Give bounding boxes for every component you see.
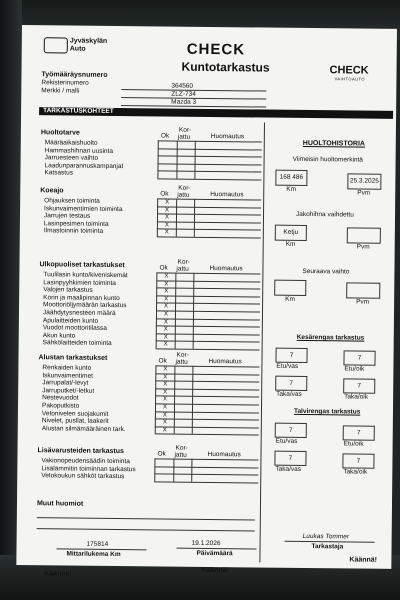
belt-pvm-label: Pvm <box>356 243 370 251</box>
winter-tire-title: Talvirengas tarkastus <box>293 407 361 416</box>
section-banner: TARKASTUSKOHTEET <box>39 107 393 119</box>
korjattu-cell <box>176 199 195 207</box>
belt-title: Jakohihna vaihdettu <box>295 210 354 219</box>
checklist-item-label: Jäähdytysnesteen määrä <box>42 309 116 317</box>
checklist-row <box>155 426 259 436</box>
col-header-korjattu-2: jattu <box>177 191 190 199</box>
ok-cell: X <box>156 272 176 280</box>
winter-fl-box: 7 <box>275 423 307 438</box>
check-logo: CHECK <box>186 40 246 59</box>
checklist-item-label: Moottoriöljymäärän tarkastus <box>43 301 127 310</box>
next-change-title: Seuraava vaihto <box>302 267 350 276</box>
checklist-item-label: Apulaitteiden kunto <box>42 316 99 325</box>
next-date-box <box>346 282 380 298</box>
col-header-huomautus: Huomautus <box>208 357 242 366</box>
notes-title: Muut huomiot <box>36 500 84 508</box>
turn-over-mid: Käännä! <box>201 566 229 575</box>
check-tagline: VAIHTOAUTO <box>334 76 366 82</box>
section-title: Huoltotarve <box>40 129 80 137</box>
korjattu-cell <box>173 466 192 474</box>
last-service-label: Viimeisin huoltomerkintä <box>292 155 363 164</box>
inspector-signature: Luukas Tommer <box>302 532 350 541</box>
col-header-ok: Ok <box>159 264 168 272</box>
col-header-korjattu: Kor- <box>177 258 190 266</box>
ok-cell: X <box>156 310 176 318</box>
korjattu-cell <box>176 214 195 222</box>
ok-cell: X <box>155 411 175 419</box>
checklist-item-label: Korin ja maalipinnan kunto <box>43 294 120 302</box>
korjattu-cell <box>174 388 193 396</box>
belt-km-box: Ketju <box>275 225 307 241</box>
checklist-item-label: Laadunparannuskampanjat <box>44 162 124 170</box>
reg-value: ZLZ-734 <box>171 90 196 98</box>
ok-cell: X <box>156 288 176 296</box>
mileage-label: Mittarilukema Km <box>66 550 121 559</box>
turn-over-right: Käännä! <box>349 556 378 564</box>
ok-cell: X <box>156 295 176 303</box>
model-value: Mazda 3 <box>171 98 197 106</box>
summer-fl-label: Etu/vas <box>276 362 299 370</box>
summer-rr-label: Taka/oik <box>344 393 369 401</box>
korjattu-cell <box>175 273 194 281</box>
korjattu-cell <box>174 404 193 412</box>
ok-cell: X <box>155 381 175 389</box>
ok-cell: X <box>157 206 177 214</box>
checklist-item-label: Jarruputket/-letkut <box>42 387 95 395</box>
history-title: HUOLTOHISTORIA <box>302 139 366 148</box>
section-title: Ulkopuoliset tarkastukset <box>39 261 125 270</box>
checklist-item-label: Pakoputkisto <box>41 402 80 410</box>
korjattu-cell <box>173 474 192 482</box>
col-header-korjattu-2: jattu <box>174 451 187 459</box>
col-header-huomautus: Huomautus <box>207 450 241 459</box>
next-pvm-label: Pvm <box>356 298 370 306</box>
checklist-item-label: Hammashihnan uusinta <box>44 146 114 155</box>
ok-cell <box>158 156 178 164</box>
belt-date-box <box>347 227 381 243</box>
summer-fr-box: 7 <box>343 350 375 365</box>
ok-cell: X <box>157 229 177 237</box>
mileage-value: 175814 <box>86 540 109 548</box>
checklist-row <box>156 341 260 351</box>
ok-cell: X <box>156 318 176 326</box>
korjattu-cell <box>174 381 193 389</box>
col-header-korjattu: Kor- <box>178 126 192 134</box>
korjattu-cell <box>175 311 194 319</box>
next-km-label: Km <box>285 295 295 303</box>
ok-cell: X <box>157 221 177 229</box>
work-order-label: Työmääräysnumero <box>41 71 108 79</box>
section-title: Lisävarusteiden tarkastus <box>37 447 124 456</box>
ok-cell: X <box>155 396 175 404</box>
checklist-item-label: Vetokoukun sähköt tarkastus <box>41 472 125 481</box>
checklist-item-label: Sähkölaitteiden toiminta <box>42 339 112 348</box>
checklist-item-label: Vetonivelen suojakumit <box>41 409 109 418</box>
col-header-ok: Ok <box>160 190 169 198</box>
summer-fr-label: Etu/oik <box>344 365 365 373</box>
korjattu-cell <box>175 341 194 349</box>
dealer-name: Jyväskylän <box>69 37 108 45</box>
col-header-ok: Ok <box>160 132 170 140</box>
korjattu-cell <box>174 426 193 434</box>
ok-cell: X <box>155 388 175 396</box>
inspector-label: Tarkastaja <box>311 543 344 551</box>
checklist-item-label: Jarruesteen vaihto <box>44 154 99 162</box>
date-label: Päivämäärä <box>196 549 233 558</box>
col-header-korjattu-2: jattu <box>176 265 189 273</box>
check-logo-small: CHECK <box>329 64 369 77</box>
korjattu-cell <box>174 419 193 427</box>
service-km-label: Km <box>286 185 297 193</box>
winter-rr-box: 7 <box>342 453 374 468</box>
col-header-huomautus: Huomautus <box>209 264 243 273</box>
korjattu-cell <box>176 171 195 179</box>
ok-cell <box>158 148 178 156</box>
date-value: 19.1.2026 <box>191 539 221 548</box>
korjattu-cell <box>175 318 194 326</box>
checklist-item-label: Vakionopeudensäädin toiminta <box>41 457 130 466</box>
checklist-item-label: Nestevuodot <box>42 394 79 403</box>
service-date-box: 25.3.2025 <box>347 173 381 189</box>
checklist-item-label: Nivelet, pusllat, laakerit <box>41 417 109 426</box>
korjattu-cell <box>175 280 194 288</box>
korjattu-cell <box>176 206 195 214</box>
checklist-item-label: Katsastus <box>44 169 74 177</box>
korjattu-cell <box>176 221 195 229</box>
work-order-value: 364560 <box>171 82 194 90</box>
ok-cell: X <box>156 280 176 288</box>
inspection-form <box>16 25 397 578</box>
korjattu-cell <box>176 229 195 237</box>
ok-cell <box>154 474 174 482</box>
summer-rl-label: Taka/vas <box>276 390 302 398</box>
korjattu-cell <box>174 373 193 381</box>
korjattu-cell <box>176 163 195 171</box>
checklist-item-label: Ohjauksen toiminta <box>44 197 100 205</box>
col-header-ok: Ok <box>157 450 166 458</box>
korjattu-cell <box>177 148 196 156</box>
col-header-huomautus: Huomautus <box>210 132 245 141</box>
reg-label: Rekisterinumero <box>41 79 89 87</box>
ok-cell: X <box>156 341 176 349</box>
korjattu-cell <box>175 295 194 303</box>
checklist-item-label: Vuodot moottoritilassa <box>42 324 107 333</box>
winter-rr-label: Taka/oik <box>343 468 368 476</box>
checklist-item-label: Lasinpesimen toiminta <box>43 220 109 228</box>
ok-cell: X <box>155 365 175 373</box>
col-header-korjattu: Kor- <box>178 184 191 192</box>
section-title: Alustan tarkastukset <box>38 354 108 362</box>
checklist-item-label: Määräaikaishuolto <box>44 139 98 147</box>
service-pvm-label: Pvm <box>357 189 371 197</box>
ok-cell: X <box>155 419 175 427</box>
checklist-item-label: Jarrupalat/-levyt <box>42 379 89 387</box>
col-header-korjattu-2: jattu <box>175 358 188 366</box>
checklist-row <box>157 171 261 181</box>
summer-rl-box: 7 <box>275 376 307 391</box>
korjattu-cell <box>177 156 196 164</box>
service-km-box: 168 486 <box>275 170 307 186</box>
checklist-item-label: Iskunvaimentimien toiminta <box>44 204 123 213</box>
winter-fl-label: Etu/vas <box>275 437 298 445</box>
ok-cell: X <box>155 426 175 434</box>
ok-cell <box>154 458 174 466</box>
winter-rl-label: Taka/vas <box>275 465 302 473</box>
checklist-item-label: Akun kunto <box>42 332 76 340</box>
next-km-box <box>274 280 306 296</box>
ok-cell: X <box>156 326 176 334</box>
korjattu-cell <box>174 411 193 419</box>
korjattu-cell <box>175 326 194 334</box>
car-logo-icon <box>44 37 68 53</box>
korjattu-cell <box>173 459 192 467</box>
ok-cell: X <box>156 333 176 341</box>
ok-cell: X <box>155 373 175 381</box>
korjattu-cell <box>175 333 194 341</box>
ok-cell: X <box>156 303 176 311</box>
summer-fl-box: 7 <box>275 348 307 363</box>
winter-rl-box: 7 <box>274 451 306 466</box>
ok-cell: X <box>157 198 177 206</box>
belt-km-label: Km <box>285 240 296 248</box>
korjattu-cell <box>174 366 193 374</box>
checklist-item-label: Valojen tarkastus <box>43 286 93 294</box>
dealer-name-2: Auto <box>69 45 86 53</box>
korjattu-cell <box>177 141 196 149</box>
checklist-row <box>157 229 261 239</box>
checklist-item-label: Jarrujen testaus <box>43 212 91 220</box>
col-header-korjattu: Kor- <box>176 351 189 359</box>
checklist-item-label: Iskunvaimentimet <box>42 371 93 380</box>
col-header-korjattu-2: jattu <box>177 133 191 141</box>
korjattu-cell <box>175 303 194 311</box>
checklist-item-label: Ilmastoinnin toiminta <box>43 227 104 236</box>
checklist-item-label: Lisälämmitin toiminnan tarkastus <box>41 464 136 473</box>
col-header-korjattu: Kor- <box>175 444 188 452</box>
doc-title: Kuntotarkastus <box>181 59 270 75</box>
ok-cell <box>158 140 178 148</box>
checklist-item-label: Renkaiden kunto <box>42 364 92 372</box>
ok-cell: X <box>155 403 175 411</box>
ok-cell <box>157 163 177 171</box>
korjattu-cell <box>174 396 193 404</box>
summer-rr-box: 7 <box>343 378 375 393</box>
winter-fr-label: Etu/oik <box>343 440 364 448</box>
summer-tire-title: Kesärengas tarkastus <box>296 333 365 342</box>
korjattu-cell <box>175 288 194 296</box>
turn-over-left: Käännä! <box>44 570 72 578</box>
ok-cell <box>154 466 174 474</box>
checklist-item-label: Tuulilasin kunto/kiveniskemät <box>43 271 128 280</box>
model-label: Merkki / malli <box>41 87 80 95</box>
ok-cell: X <box>157 214 177 222</box>
col-header-huomautus: Huomautus <box>210 190 244 199</box>
ok-cell <box>157 171 177 179</box>
col-header-ok: Ok <box>158 357 167 365</box>
winter-fr-box: 7 <box>343 425 375 440</box>
checklist-row <box>154 474 258 484</box>
checklist-item-label: Alustan silmämääräinen tark. <box>41 425 126 433</box>
section-title: Koeajo <box>40 187 64 195</box>
checklist-item-label: Lasinpyyhkimien toiminta <box>43 278 116 287</box>
